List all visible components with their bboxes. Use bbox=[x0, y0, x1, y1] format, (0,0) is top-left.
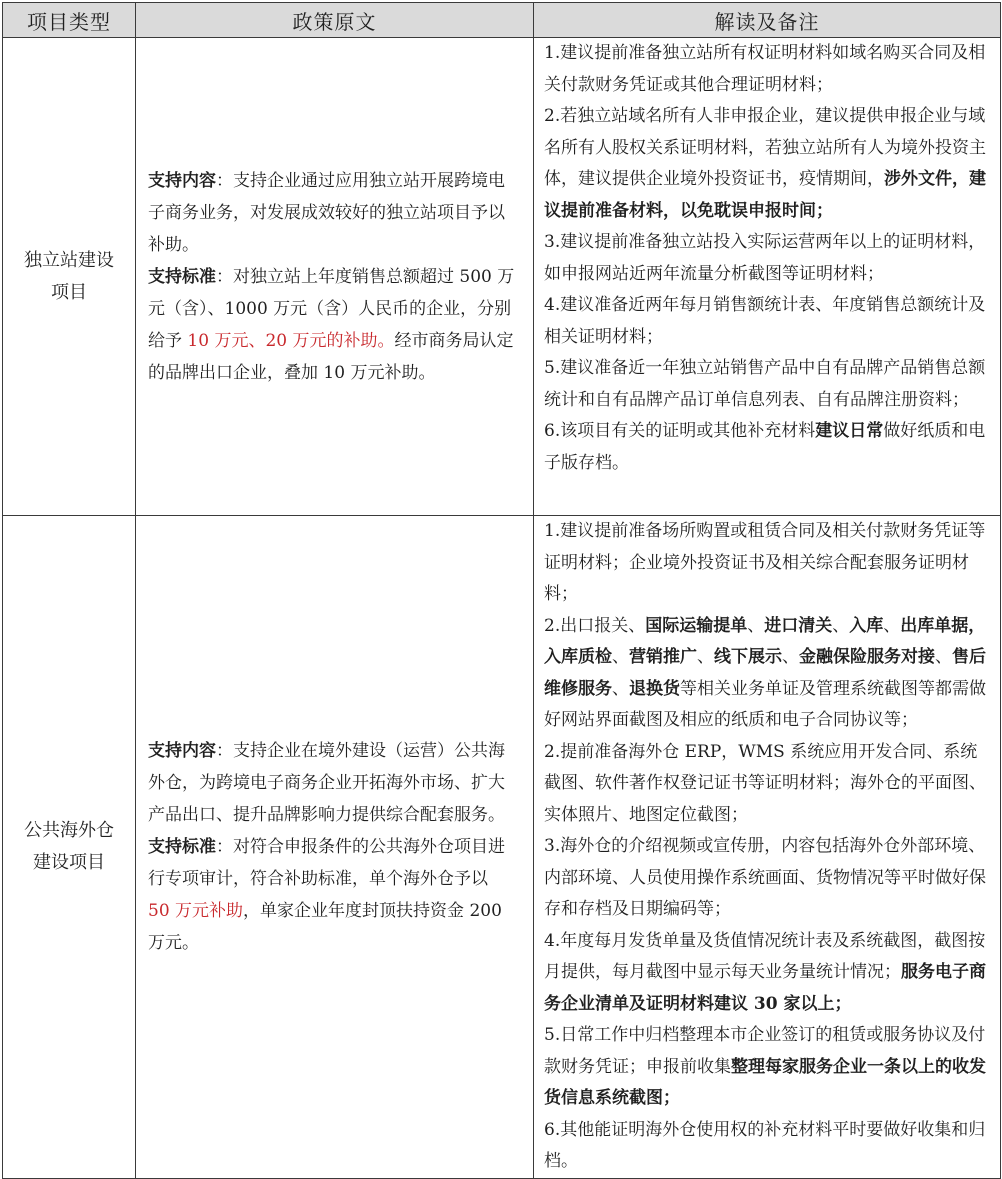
project-type-line: 公共海外仓 bbox=[24, 819, 114, 841]
subsidy-amount-highlight: 50 万元补助 bbox=[148, 900, 244, 921]
note-bold-text: 金融保险服务对接 bbox=[799, 647, 935, 667]
support-content bbox=[148, 735, 515, 831]
support-standard bbox=[148, 831, 515, 959]
note-text: 4.年度每月发货单量及货值情况统计表及系统截图，截图按月提供，每月截图中显示每天业务量统计情况； bbox=[544, 930, 986, 982]
note-text: 6.该项目有关的证明或其他补充材料 bbox=[544, 421, 816, 441]
note-bold-text: ， bbox=[968, 615, 986, 636]
note-item: 4.建议准备近两年每月销售额统计表、年度销售总额统计及相关证明材料； bbox=[544, 295, 986, 347]
note-item: 1.建议提前准备场所购置或租赁合同及相关付款财务凭证等证明材料；企业境外投资证书及相关综合配套服务证明材料； bbox=[544, 521, 986, 604]
note-bold-text: 入库 bbox=[849, 615, 884, 636]
note-item: 2.提前准备海外仓 ERP，WMS 系统应用开发合同、系统截图、软件著作权登记证书等证明材料；海外仓的平面图、实体照片、地图定位截图； bbox=[544, 741, 986, 825]
note-text: 、 bbox=[612, 678, 629, 699]
note-item bbox=[544, 416, 992, 479]
support-content-text: ：支持企业在境外建设（运营）公共海外仓，为跨境电子商务企业开拓海外市场、扩大产品出口、提升品牌影响力提供综合配套服务。 bbox=[148, 740, 505, 825]
support-standard-tail: ，单家企业年度封顶扶持资金 200 万元。 bbox=[148, 900, 502, 953]
project-type-cell bbox=[3, 516, 136, 1179]
note-text: 5.日常工作中归档整理本市企业签订的租赁或服务协议及付款财务凭证；申报前收集 bbox=[544, 1025, 986, 1077]
policy-text-cell bbox=[136, 516, 534, 1179]
support-content bbox=[148, 165, 515, 261]
support-standard-text: ：对独立站上年度销售总额超过 500 万元（含）、1000 万元（含）人民币的企业，分别给予 bbox=[148, 266, 515, 351]
note-bold-text: 整理每家服务企业一条以上的收发货信息系统截图； bbox=[544, 1056, 986, 1108]
note-bold-text: 涉外文件，建议提前准备材料，以免耽误申报时间； bbox=[544, 169, 986, 221]
header-row bbox=[3, 3, 1001, 38]
note-text: 等相关业务单证及管理系统截图等都需做好网站界面截图及相应的纸质和电子合同协议等； bbox=[544, 678, 986, 730]
note-text: 、 bbox=[612, 647, 629, 667]
support-content-text: ：支持企业通过应用独立站开展跨境电子商务业务，对发展成效较好的独立站项目予以补助。 bbox=[148, 170, 505, 255]
subsidy-amount-highlight: 10 万元、20 万元的补助。 bbox=[182, 330, 395, 351]
header-project-type: 项目类型 bbox=[3, 3, 136, 38]
note-text: 、 bbox=[782, 647, 799, 667]
note-item bbox=[544, 926, 992, 1021]
note-bold-text: 营销推广 bbox=[629, 647, 697, 667]
note-item: 3.建议提前准备独立站投入实际运营两年以上的证明材料，如申报网站近两年流量分析截图等证明材料； bbox=[544, 232, 986, 284]
note-bold-text: 国际运输提单 bbox=[645, 615, 748, 636]
note-item bbox=[544, 1020, 992, 1115]
support-standard bbox=[148, 261, 515, 389]
note-bold-text: 服务电子商务企业清单及证明材料建议 30 家以上； bbox=[544, 962, 986, 1014]
project-type-line: 建设项目 bbox=[33, 851, 105, 873]
note-text: 、 bbox=[697, 647, 714, 667]
support-standard-label: 支持标准 bbox=[148, 836, 216, 857]
note-text: 2.若独立站域名所有人非申报企业，建议提供申报企业与域名所有人股权关系证明材料，若独立站所有人为境外投资主体，建议提供企业境外投资证书，疫情期间， bbox=[544, 106, 986, 189]
project-type-line: 独立站建设 bbox=[24, 249, 114, 271]
project-type-cell bbox=[3, 38, 136, 516]
support-standard-label: 支持标准 bbox=[148, 266, 216, 287]
project-type-line: 项目 bbox=[51, 281, 87, 303]
note-bold-text: 线下展示 bbox=[714, 647, 782, 667]
note-item bbox=[544, 101, 992, 227]
note-text: 、 bbox=[935, 647, 952, 667]
support-content-label: 支持内容 bbox=[148, 170, 216, 191]
support-standard-tail: 经市商务局认定的品牌出口企业，叠加 10 万元补助。 bbox=[148, 330, 514, 383]
note-bold-text: 出库单据 bbox=[900, 615, 969, 636]
notes-cell bbox=[534, 516, 1001, 1179]
notes-cell bbox=[534, 38, 1001, 516]
note-item: 6.其他能证明海外仓使用权的补充材料平时要做好收集和归档。 bbox=[544, 1119, 986, 1171]
table-row bbox=[3, 516, 1001, 1179]
header-policy-text: 政策原文 bbox=[136, 3, 534, 38]
note-text: 做好纸质和电子版存档。 bbox=[544, 421, 986, 473]
note-bold-text: 入库质检 bbox=[544, 647, 612, 667]
policy-text-cell bbox=[136, 38, 534, 516]
note-text: 、 bbox=[883, 615, 901, 636]
table-row bbox=[3, 38, 1001, 516]
note-bold-text: 售后维修服务 bbox=[544, 647, 986, 699]
note-text: 2.出口报关、 bbox=[544, 615, 646, 636]
support-standard-text: ：对符合申报条件的公共海外仓项目进行专项审计，符合补助标准，单个海外仓予以 bbox=[148, 836, 505, 889]
note-bold-text: 建议日常 bbox=[815, 421, 884, 441]
note-bold-text: 退换货 bbox=[629, 678, 680, 699]
header-notes: 解读及备注 bbox=[534, 3, 1001, 38]
note-text: 、 bbox=[832, 615, 850, 636]
policy-table bbox=[2, 2, 1001, 1179]
note-bold-text: 进口清关 bbox=[764, 615, 833, 636]
note-item: 5.建议准备近一年独立站销售产品中自有品牌产品销售总额统计和自有品牌产品订单信息列表、自有品牌注册资料； bbox=[544, 358, 986, 410]
support-content-label: 支持内容 bbox=[148, 740, 216, 761]
note-item: 1.建议提前准备独立站所有权证明材料如域名购买合同及相关付款财务凭证或其他合理证明材料； bbox=[544, 43, 986, 95]
note-text: 、 bbox=[747, 615, 765, 636]
note-item bbox=[544, 611, 992, 737]
note-item: 3.海外仓的介绍视频或宣传册，内容包括海外仓外部环境、内部环境、人员使用操作系统画面、货物情况等平时做好保存和存档及日期编码等； bbox=[544, 836, 986, 919]
